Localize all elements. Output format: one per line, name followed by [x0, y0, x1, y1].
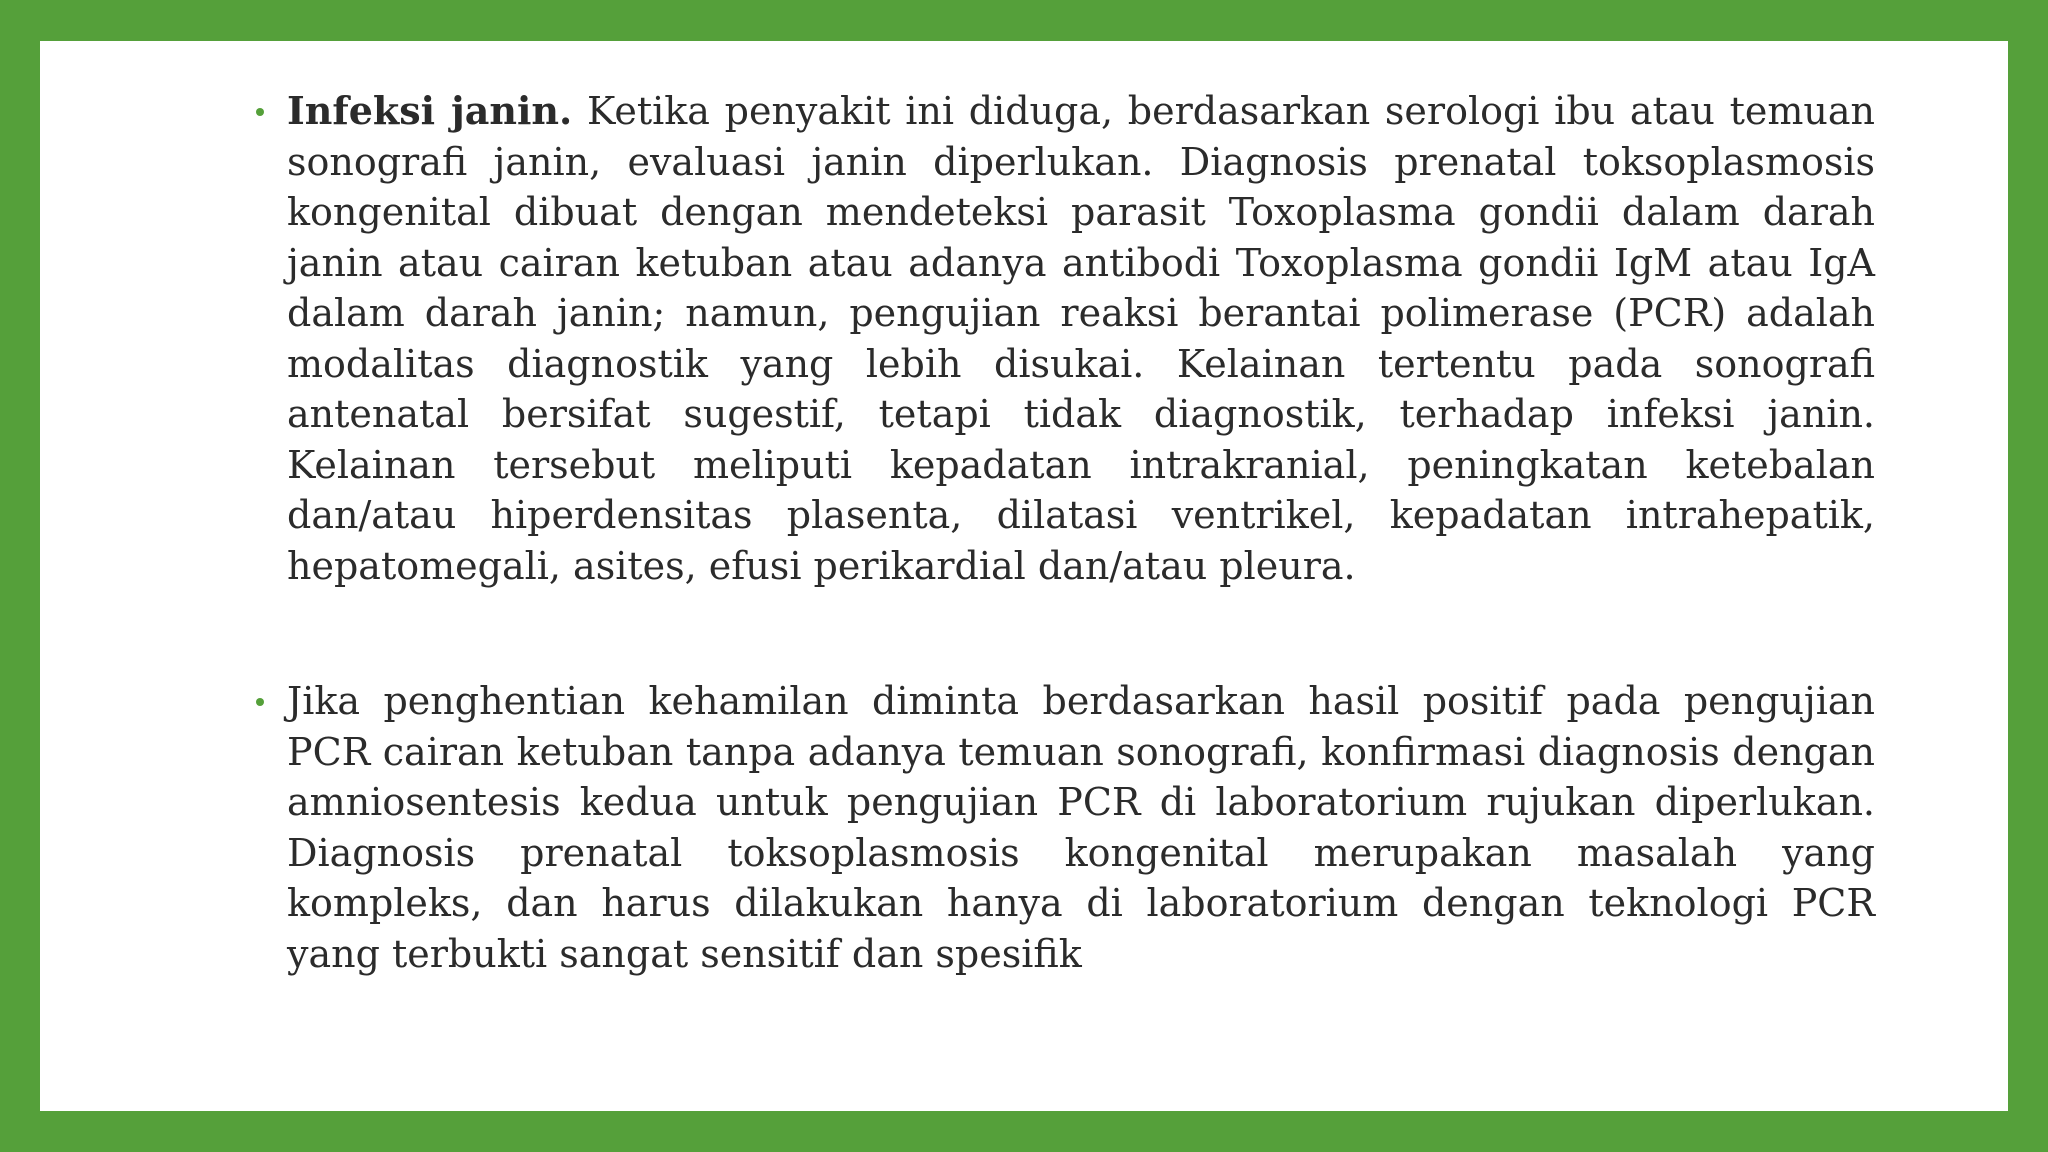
- bullet-item-pcr-confirmation: [245, 676, 1875, 979]
- bullet-lead-text: Infeksi janin.: [287, 88, 573, 133]
- slide-content: [245, 86, 1875, 979]
- bullet-body-text: Ketika penyakit ini diduga, berdasarkan serologi ibu atau temuan sonografi janin, evaluasi janin diperlukan. Diagnosis prenatal toksoplasmosis kongenital dibuat dengan mendeteksi parasit Toxoplasma gondii dalam darah janin atau cairan ketuban atau adanya antibodi Toxoplasma gondii IgM atau IgA dalam darah janin; namun, pengujian reaksi berantai polimerase (PCR) adalah modalitas diagnostik yang lebih disukai. Kelainan tertentu pada sonografi antenatal bersifat sugestif, tetapi tidak diagnostik, terhadap infeksi janin. Kelainan tersebut meliputi kepadatan intrakranial, peningkatan ketebalan dan/atau hiperdensitas plasenta, dilatasi ventrikel, kepadatan intrahepatik, hepatomegali, asites, efusi perikardial dan/atau pleura.: [287, 89, 1876, 588]
- bullet-body-text: Jika penghentian kehamilan diminta berdasarkan hasil positif pada pengujian PCR cairan ketuban tanpa adanya temuan sonografi, konfirmasi diagnosis dengan amniosentesis kedua untuk pengujian PCR di laboratorium rujukan diperlukan. Diagnosis prenatal toksoplasmosis kongenital merupakan masalah yang kompleks, dan harus dilakukan hanya di laboratorium dengan teknologi PCR yang terbukti sangat sensitif dan spesifik: [287, 679, 1875, 976]
- bullet-dot-icon: [256, 698, 264, 706]
- bullet-dot-icon: [256, 108, 264, 116]
- bullet-item-fetal-infection: [245, 86, 1875, 591]
- slide: [40, 41, 2008, 1111]
